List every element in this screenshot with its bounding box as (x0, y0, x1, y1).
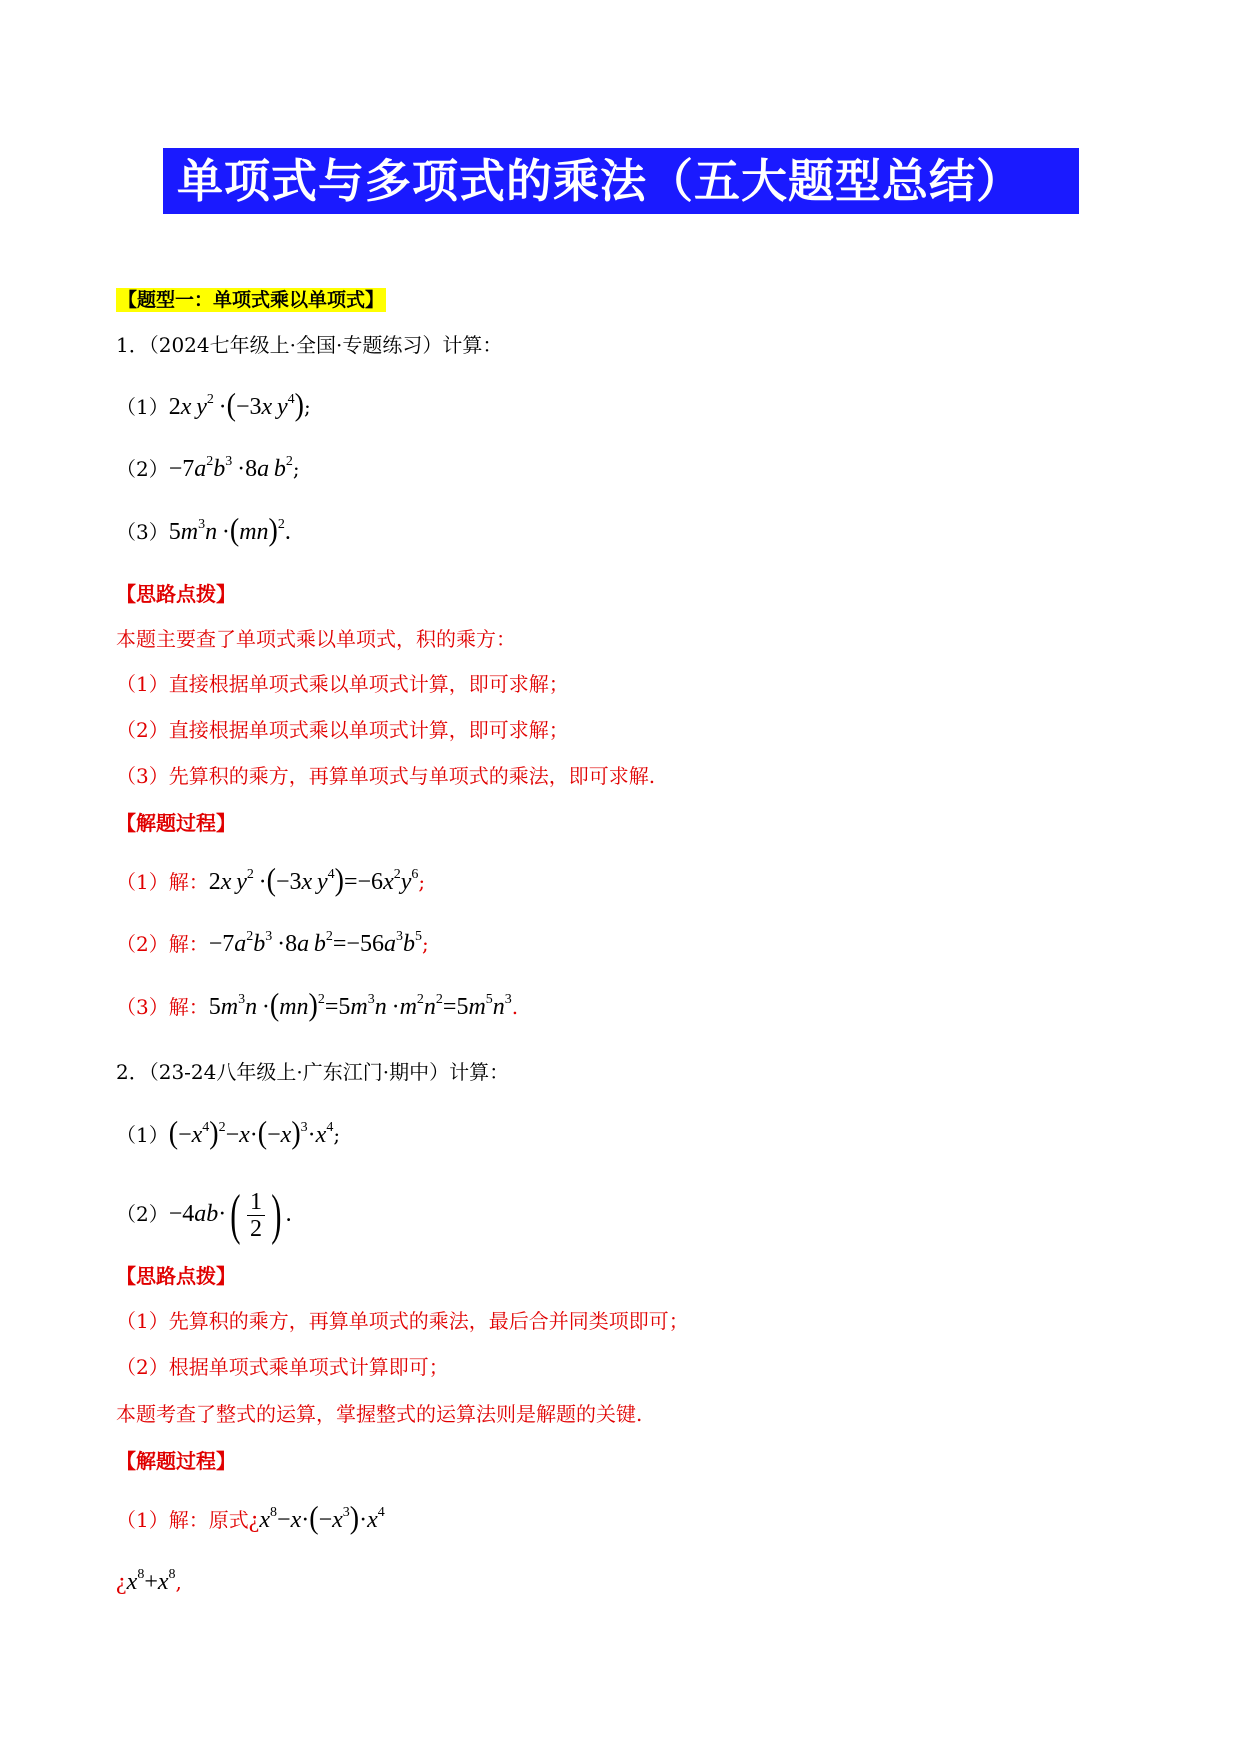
hint-heading: 【思路点拨】 (116, 582, 236, 606)
question-2-part-1: $(1)(-x^4)^2-x\cdot(-x)^3\cdot x^4$; (116, 1115, 341, 1152)
solution-prefix: （1）解：原式 (116, 1508, 249, 1532)
question-1-part-2: $(2)-7a^2b^3 \cdot 8a$ $b^2$; (116, 454, 300, 482)
math-expression: ¿$x^8-x\cdot(-x^3)\cdot x^4$ (248, 1500, 385, 1537)
part-number: （1） (116, 395, 169, 419)
solution-heading: 【解题过程】 (116, 811, 236, 835)
solution-2: （2）解：$-7a^2b^3 \cdot 8a$ $b^2=-56a^3b^5$; (116, 929, 429, 957)
math-expression: 2x $y^2 \cdot(-3x$ $y^4)=-6x^2y^6$ (208, 862, 419, 899)
fraction: $\frac{1}{2}$ (247, 1189, 265, 1242)
solution-prefix: （1）解： (116, 870, 209, 894)
hint-heading: 【思路点拨】 (116, 1264, 236, 1288)
math-expression: 2x $y^2 \cdot(-3x$ $y^4$) (168, 387, 304, 424)
question-1-part-1: （1）2x $y^2 \cdot(-3x$ $y^4$); (116, 387, 311, 424)
solution-3: （3）解：$5m^3n \cdot(mn)^2=5m^3n \cdot m^2n^2=5m^5n^3$. (116, 987, 519, 1024)
solution-prefix: （3）解： (116, 995, 209, 1019)
hint-line: （3）先算积的乘方，再算单项式与单项式的乘法，即可求解. (116, 764, 656, 788)
part-number: （2） (116, 1202, 169, 1226)
part-number: （3） (116, 520, 169, 544)
section-label (116, 285, 386, 314)
page-title: 单项式与多项式的乘法（五大题型总结） (163, 148, 1079, 214)
math-expression: $-7a^2b^3 \cdot 8a$ $b^2=-56a^3b^5$ (208, 929, 422, 957)
hint-line: （1）直接根据单项式乘以单项式计算，即可求解； (116, 672, 569, 696)
math-expression: $5m^3n \cdot(mn)^2=5m^3n \cdot m^2n^2=5m^5n^3$ (208, 987, 512, 1024)
math-expression: −4ab·( $\frac{1}{2}$ ) . (168, 1184, 292, 1247)
section-label-text: 【题型一：单项式乘以单项式】 (118, 289, 385, 311)
part-number: （2） (116, 457, 169, 481)
solution-heading: 【解题过程】 (116, 1449, 236, 1473)
part-number: （1） (116, 1123, 169, 1147)
math-expression: ¿$x^8+x^8$ (116, 1567, 176, 1595)
question-1-part-3 (116, 512, 291, 549)
hint-line: 本题考查了整式的运算，掌握整式的运算法则是解题的关键. (116, 1402, 643, 1426)
question-2-header: 2．（23-24八年级上·广东江门·期中）计算： (116, 1060, 510, 1084)
question-1-header: 1．（2024七年级上·全国·专题练习）计算： (116, 333, 503, 357)
hint-line: （1）先算积的乘方，再算单项式的乘法，最后合并同类项即可； (116, 1309, 689, 1333)
solution-1 (116, 1500, 385, 1537)
math-expression: $-7a^2b^3 \cdot 8a$ $b^2$ (168, 454, 293, 482)
solution-prefix: （2）解： (116, 932, 209, 956)
solution-1: （1）解：2x $y^2 \cdot(-3x$ $y^4)=-6x^2y^6$; (116, 862, 426, 899)
math-expression: $(-x^4)^2-x\cdot(-x)^3\cdot x^4$ (168, 1115, 334, 1152)
hint-line: （2）直接根据单项式乘以单项式计算，即可求解； (116, 718, 569, 742)
hint-line: （2）根据单项式乘单项式计算即可； (116, 1355, 449, 1379)
hint-line: 本题主要查了单项式乘以单项式，积的乘方： (116, 627, 516, 651)
math-expression: $5m^3n \cdot(mn)^2$. (168, 512, 291, 549)
question-2-part-2 (116, 1184, 292, 1247)
solution-continuation: ¿$x^8+x^8$, (116, 1567, 182, 1595)
